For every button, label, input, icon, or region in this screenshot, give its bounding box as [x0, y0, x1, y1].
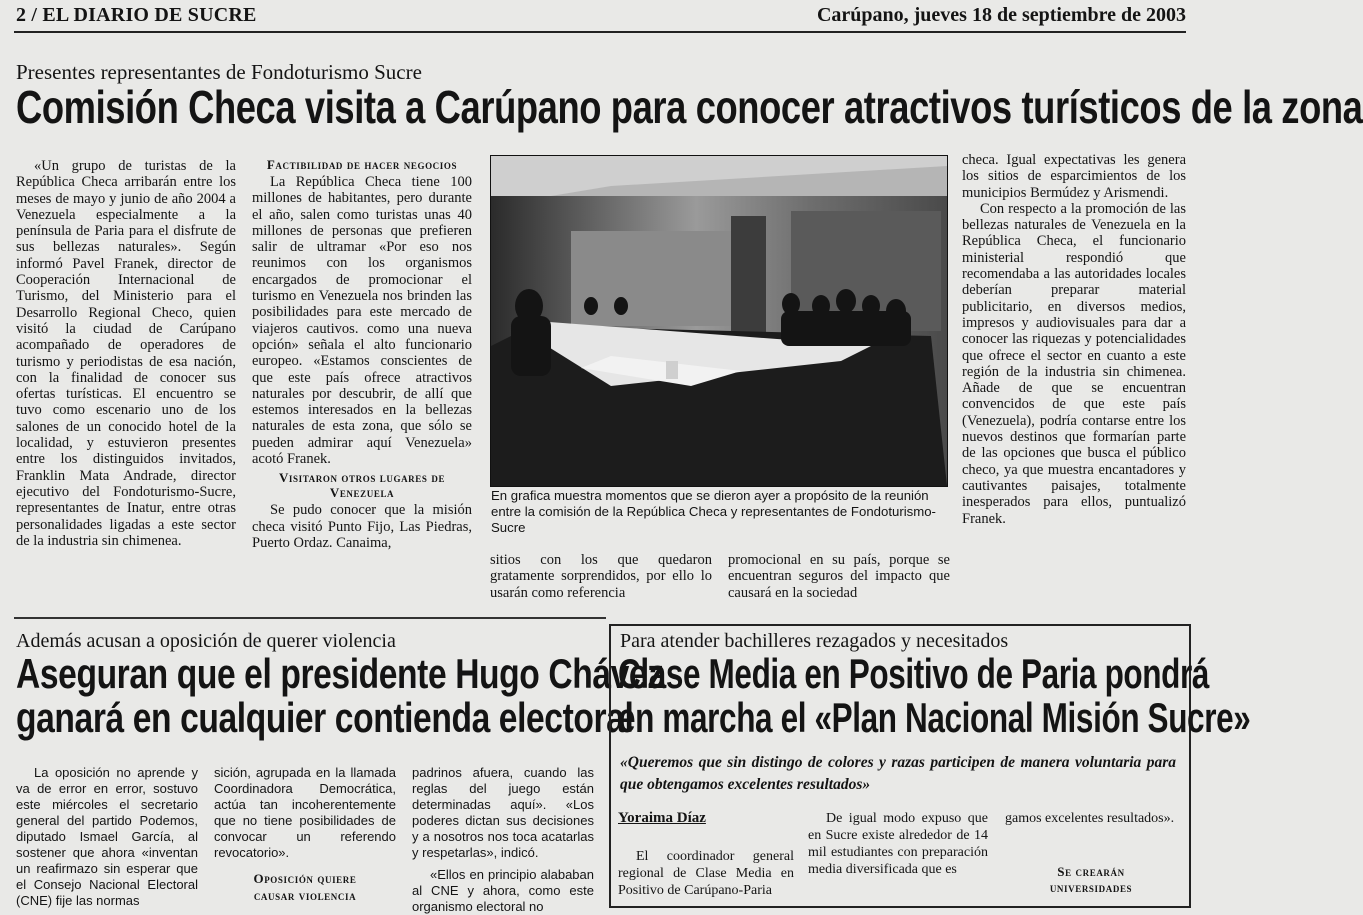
article3-headline-line2: en marcha el «Plan Nacional Misión Sucre»	[618, 694, 1251, 741]
meeting-photo-image	[491, 156, 947, 486]
article2-kicker: Además acusan a oposición de querer violencia	[16, 630, 396, 652]
article3-subhead: Se crearán	[1057, 864, 1125, 879]
article2-column-1	[16, 765, 198, 908]
article3-headline	[618, 652, 1250, 740]
article1-column-2	[252, 155, 472, 551]
article1-kicker: Presentes representantes de Fondoturismo Sucre	[16, 60, 422, 84]
article2-subhead: Oposición quiere	[253, 871, 357, 886]
article1-col2b-text: Se pudo conocer que la misión checa visitó Punto Fijo, Las Piedras, Puerto Ordaz. Canaima,	[252, 502, 472, 551]
article3-col2-text: De igual modo expuso que en Sucre existe alrededor de 14 mil estudiantes con preparación media diversificada que es	[808, 811, 988, 877]
article3-col3-text: gamos excelentes resultados».	[1005, 811, 1175, 826]
article2-headline	[16, 652, 664, 740]
meeting-photo	[490, 155, 948, 487]
article1-col5b-text: Con respecto a la promoción de las bellezas naturales de Venezuela en la República Checa, el funcionario ministerial respondió que recomendaba a las autoridades locales deberían preparar material publicitario, en diversos medios, impresos y audiovisuales para dar a conocer las riquezas y potencialidades que ofrece el sector en cuanto a este región de la industria sin chimenea. Añade de que se encuentran convencidos de que este país (Venezuela), podría contarse entre los nuevos destinos que formarían parte de las opciones que busca el público checo, ya que muestra encantadores y cautivantes paisajes, totalmente inesperados para ellos, puntualizó Franek.	[962, 200, 1186, 527]
article2-column-2	[214, 765, 396, 903]
article1-column-4	[728, 552, 950, 601]
masthead-rule	[14, 31, 1186, 33]
article2-col3b-text: «Ellos en principio alababan al CNE y ahora, como este organismo electoral no	[412, 867, 594, 914]
masthead-date: Carúpano, jueves 18 de septiembre de 2003	[816, 4, 1186, 26]
article1-col1-text: «Un grupo de turistas de la República Checa arribarán entre los meses de mayo y junio de año 2004 a Venezuela especialmente a la península de Paria para el disfrute de sus bellezas naturales». Según informó Pavel Franek, director de Cooperación Internacional de Turismo, del Ministerio para el Desarrollo Regional Checo, quien visitó la ciudad de Carúpano acompañado de operadores de turismo y periodistas de esa nación, con la finalidad de conocer sus ofertas turísticas. El encuentro se tuvo como escenario uno de los salones de un conocido hotel de la localidad, y estuvieron presentes entre los distinguidos invitados, Franklin Mata Andrade, director ejecutivo del Fondoturismo-Sucre, representantes de Inatur, entre otras personalidades ligadas a este sector de la industria sin chimenea.	[16, 158, 236, 549]
article1-col4-text: promocional en su país, porque se encuentran seguros del impacto que causará en la sociedad	[728, 552, 950, 601]
article1-col5a-text: checa. Igual expectativas les genera los sitios de esparcimientos de los municipios Bermúdez y Arismendi.	[962, 152, 1186, 201]
article2-headline-line2: ganará en cualquier contienda electoral	[16, 694, 634, 741]
article3-col1-text: El coordinador general regional de Clase Media en Positivo de Carúpano-Paria	[618, 849, 794, 898]
article3-column-2	[808, 810, 988, 894]
article2-column-3	[412, 765, 594, 914]
photo-caption: En grafica muestra momentos que se dieron ayer a propósito de la reunión entre la comisión de la República Checa y representantes de Fondoturismo- Sucre	[491, 488, 936, 535]
article3-headline-line1: Clase Media en Positivo de Paria pondrá	[618, 650, 1210, 697]
article1-col2a-text: La República Checa tiene 100 millones de habitantes, pero durante el año, salen como turistas unas 40 millones de personas que prefieren salir de ultramar «Por eso nos reunimos con los organismos encargados de promocionar el turismo en Venezuela nos brinden las posibilidades para este mercado de viajeros cautivos. como una nueva opción» señala el alto funcionario europeo. «Estamos conscientes de que este país ofrece atractivos naturales por descubrir, de allí que estemos interesados en la bellezas naturales de esta zona, que sólo se pueden admirar aquí Venezuela» acotó Franek.	[252, 174, 472, 468]
article3-byline: Yoraima Díaz	[618, 810, 706, 826]
article2-col2-text: sición, agrupada en la llamada Coordinadora Democrática, actúa tan incoherentemente que no tiene posibilidades de convocar un referendo revocatorio».	[214, 765, 396, 860]
section-rule-left	[14, 617, 606, 619]
article2-subhead-tail: causar violencia	[253, 888, 357, 903]
article1-col3-text: sitios con los que quedaron gratamente sorprendidos, por ello lo usarán como referencia	[490, 552, 712, 601]
article3-pullquote: «Queremos que sin distingo de colores y razas participen de manera voluntaria para que obtengamos excelentes resultados»	[620, 754, 1176, 793]
article3-kicker: Para atender bachilleres rezagados y necesitados	[620, 630, 1009, 652]
article3-subhead-tail: universidades	[1049, 880, 1133, 895]
article3-column-3	[1005, 810, 1177, 827]
article2-headline-line1: Aseguran que el presidente Hugo Chávez	[16, 650, 664, 697]
article1-column-3	[490, 552, 712, 601]
article1-subhead-1: Factibilidad de hacer negocios	[266, 157, 458, 172]
article1-headline: Comisión Checa visita a Carúpano para conocer atractivos turísticos de la zona	[16, 81, 1363, 133]
article2-col3a-text: padrinos afuera, cuando las reglas del juego están determinadas aquí». «Los poderes dictan sus decisiones y a nosotros nos toca acatarlas y respetarlas», indicó.	[412, 765, 594, 860]
article2-col1-text: La oposición no aprende y va de error en error, sostuvo este miércoles el secretario general del partido Podemos, diputado Ismael García, al sostener que ahora «inventan un reafirmazo sin esperar que el Consejo Nacional Electoral (CNE) fije las normas	[16, 765, 198, 908]
article1-column-5	[962, 152, 1186, 527]
article1-column-1	[16, 158, 236, 549]
article3-column-1	[618, 848, 794, 898]
masthead-section: 2 / EL DIARIO DE SUCRE	[16, 4, 257, 26]
article1-subhead-2: Visitaron otros lugares de Venezuela	[278, 470, 446, 501]
